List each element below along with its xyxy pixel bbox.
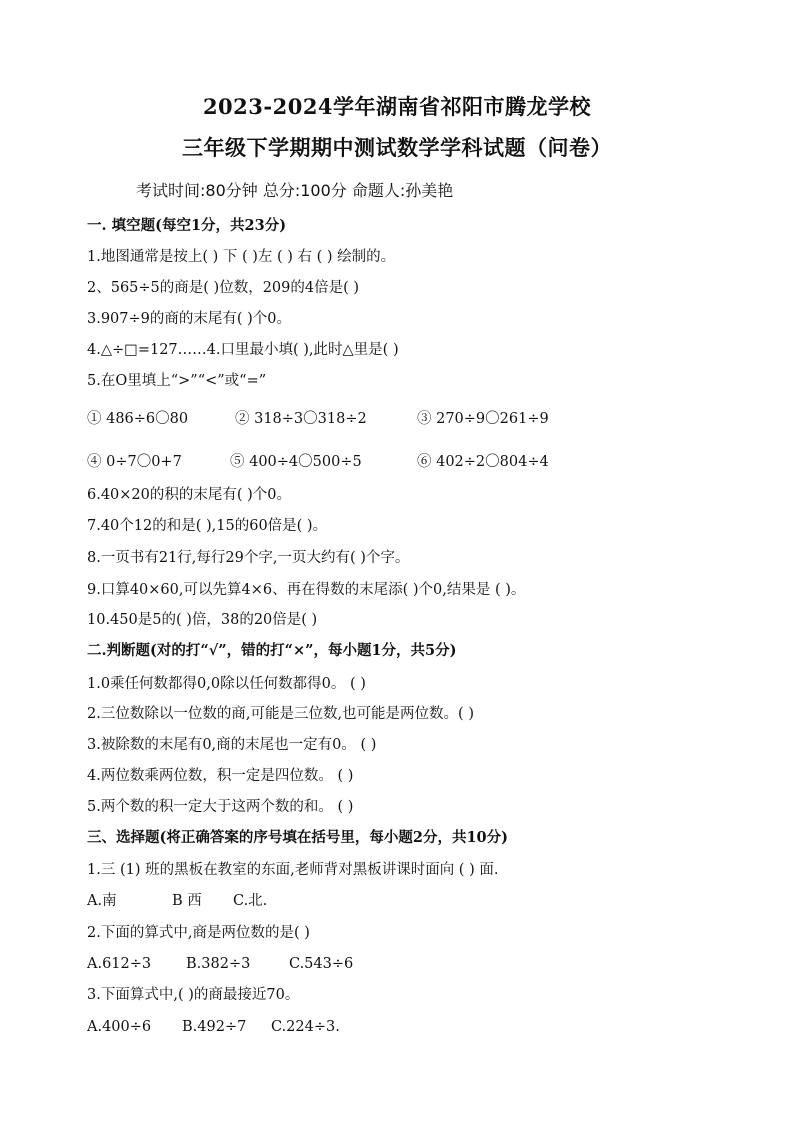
s3-q3-options	[87, 1017, 487, 1037]
compare-item-3: ③ 270÷9〇261÷9	[417, 411, 549, 427]
option-a: A.南	[87, 893, 117, 909]
s1-question-10: 10.450是5的( )倍，38的20倍是( )	[87, 612, 318, 628]
s2-question-4: 4.两位数乘两位数，积一定是四位数。 ( )	[87, 768, 354, 784]
option-c: C.543÷6	[289, 956, 354, 972]
s3-q2-options	[87, 954, 487, 974]
option-a: A.612÷3	[87, 956, 152, 972]
s1-question-7: 7.40个12的和是( ),15的60倍是( )。	[87, 518, 328, 534]
s1-question-1: 1.地图通常是按上( ) 下 ( )左 ( ) 右 ( ) 绘制的。	[87, 249, 396, 265]
s1-question-4: 4.△÷□=127……4.口里最小填( ),此时△里是( )	[87, 342, 399, 358]
section3-heading: 三、选择题(将正确答案的序号填在括号里，每小题2分，共10分)	[87, 829, 508, 846]
compare-row-1	[87, 409, 707, 429]
exam-meta: 考试时间:80分钟 总分:100分 命题人:孙美艳	[136, 181, 454, 200]
s3-q1-options	[87, 891, 487, 911]
s2-question-2: 2.三位数除以一位数的商,可能是三位数,也可能是两位数。( )	[87, 706, 474, 722]
s3-question-2: 2.下面的算式中,商是两位数的是( )	[87, 925, 310, 941]
option-b: B.382÷3	[186, 956, 251, 972]
s1-question-9: 9.口算40×60,可以先算4×6、再在得数的末尾添( )个0,结果是 ( )。	[87, 582, 526, 598]
compare-item-2: ② 318÷3〇318÷2	[235, 411, 367, 427]
s2-question-3: 3.被除数的末尾有0,商的末尾也一定有0。 ( )	[87, 737, 377, 753]
s1-question-6: 6.40×20的积的末尾有( )个0。	[87, 487, 292, 503]
section1-heading: 一. 填空题(每空1分，共23分)	[87, 217, 287, 234]
s2-question-5: 5.两个数的积一定大于这两个数的和。 ( )	[87, 799, 354, 815]
compare-item-1: ① 486÷6〇80	[87, 411, 189, 427]
section2-heading: 二.判断题(对的打“√”，错的打“×”，每小题1分，共5分)	[87, 642, 457, 659]
option-b: B.492÷7	[182, 1019, 247, 1035]
s1-question-2: 2、565÷5的商是( )位数，209的4倍是( )	[87, 280, 360, 296]
option-b: B 西	[172, 893, 202, 909]
s3-question-3: 3.下面算式中,( )的商最接近70。	[87, 987, 300, 1003]
option-a: A.400÷6	[87, 1019, 152, 1035]
exam-title-line2: 三年级下学期期中测试数学学科试题（问卷）	[182, 135, 612, 160]
s1-question-3: 3.907÷9的商的末尾有( )个0。	[87, 311, 292, 327]
exam-title-line1: 2023-2024学年湖南省祁阳市腾龙学校	[202, 94, 592, 119]
compare-item-5: ⑤ 400÷4〇500÷5	[230, 454, 362, 470]
compare-row-2	[87, 452, 707, 472]
s1-question-8: 8.一页书有21行,每行29个字,一页大约有( )个字。	[87, 550, 410, 566]
compare-item-4: ④ 0÷7〇0+7	[87, 454, 182, 470]
option-c: C.224÷3.	[271, 1019, 340, 1035]
s3-question-1: 1.三 (1) 班的黑板在教室的东面,老师背对黑板讲课时面向 ( ) 面.	[87, 862, 499, 878]
s1-question-5: 5.在O里填上“>”“<”或“=”	[87, 373, 267, 389]
option-c: C.北.	[233, 893, 268, 909]
compare-item-6: ⑥ 402÷2〇804÷4	[417, 454, 549, 470]
s2-question-1: 1.0乘任何数都得0,0除以任何数都得0。 ( )	[87, 676, 366, 692]
